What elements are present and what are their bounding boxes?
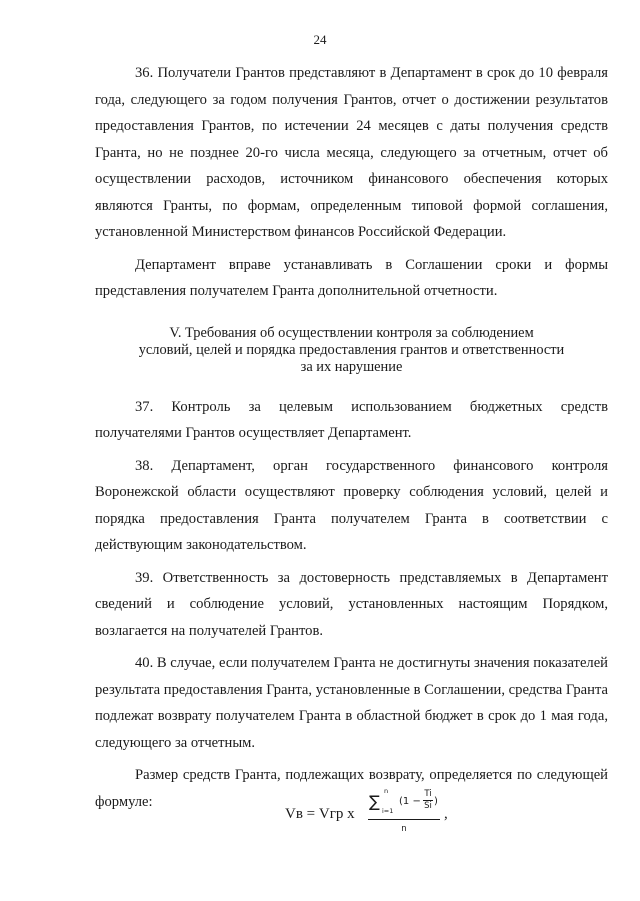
paragraph-additional-reporting: Департамент вправе устанавливать в Соглашении сроки и формы представления получателем Гранта дополнительной отчетности. [95, 256, 608, 299]
section-heading [95, 325, 608, 376]
ratio-t-over-s [423, 789, 433, 813]
paren-close: ) [434, 796, 438, 807]
ratio-denominator: Si [424, 801, 432, 811]
formula-trailing-comma: , [444, 806, 448, 822]
paragraph-40: 40. В случае, если получателем Гранта не достигнуты значения показателей результата предоставления Гранта, установленные в Соглашении, средства Гранта подлежат возврату получателем Гранта в областной бюджет в срок до 1 мая года, следующего за отчетным. [95, 655, 608, 751]
paragraph-formula-intro: Размер средств Гранта, подлежащих возврату, определяется по следующей формуле: [95, 767, 608, 810]
sum-symbol: ∑ [369, 792, 380, 811]
paragraph-39: 39. Ответственность за достоверность представляемых в Департамент сведений и соблюдение условий, установленных настоящим Порядком, возлагается на получателей Грантов. [95, 569, 608, 639]
fraction-bar [368, 819, 440, 820]
formula-numerator [368, 788, 440, 818]
paragraph-36: 36. Получатели Грантов представляют в Департамент в срок до 10 февраля года, следующего за годом получения Грантов, отчет о достижении результатов предоставления Грантов, по истечении 24 месяцев с даты получения средств Гранта, но не позднее 20-го числа месяца, следующего за отчетным, отчет об осуществлении расходов, источником финансового обеспечения которых являются Гранты, по формам, определенным типовой формой соглашения, установленной Министерством финансов Российской Федерации. [95, 65, 608, 240]
return-amount-formula [0, 788, 640, 848]
formula-denominator: n [401, 824, 407, 834]
formula-fraction [368, 788, 440, 848]
formula-lhs: Vв = Vгр x [285, 806, 355, 822]
sum-upper-limit: n [384, 787, 389, 795]
document-body [95, 60, 608, 821]
section-heading-line-2: условий, целей и порядка предоставления грантов и ответственности [138, 341, 565, 358]
paren-open: (1 − [399, 796, 421, 807]
section-heading-line-3: за их нарушение [300, 358, 403, 375]
paragraph-37: 37. Контроль за целевым использованием бюджетных средств получателями Грантов осуществляет Департамент. [95, 398, 608, 441]
paragraph-38: 38. Департамент, орган государственного финансового контроля Воронежской области осуществляют проверку соблюдения условий, целей и порядка предоставления Гранта получателем Гранта в соответствии с действующим законодательством. [95, 457, 608, 553]
page-number: 24 [313, 32, 327, 47]
section-heading-line-1: V. Требования об осуществлении контроля за соблюдением [169, 324, 534, 341]
sum-lower-limit: i=1 [382, 807, 394, 815]
ratio-numerator: Ti [424, 789, 432, 799]
